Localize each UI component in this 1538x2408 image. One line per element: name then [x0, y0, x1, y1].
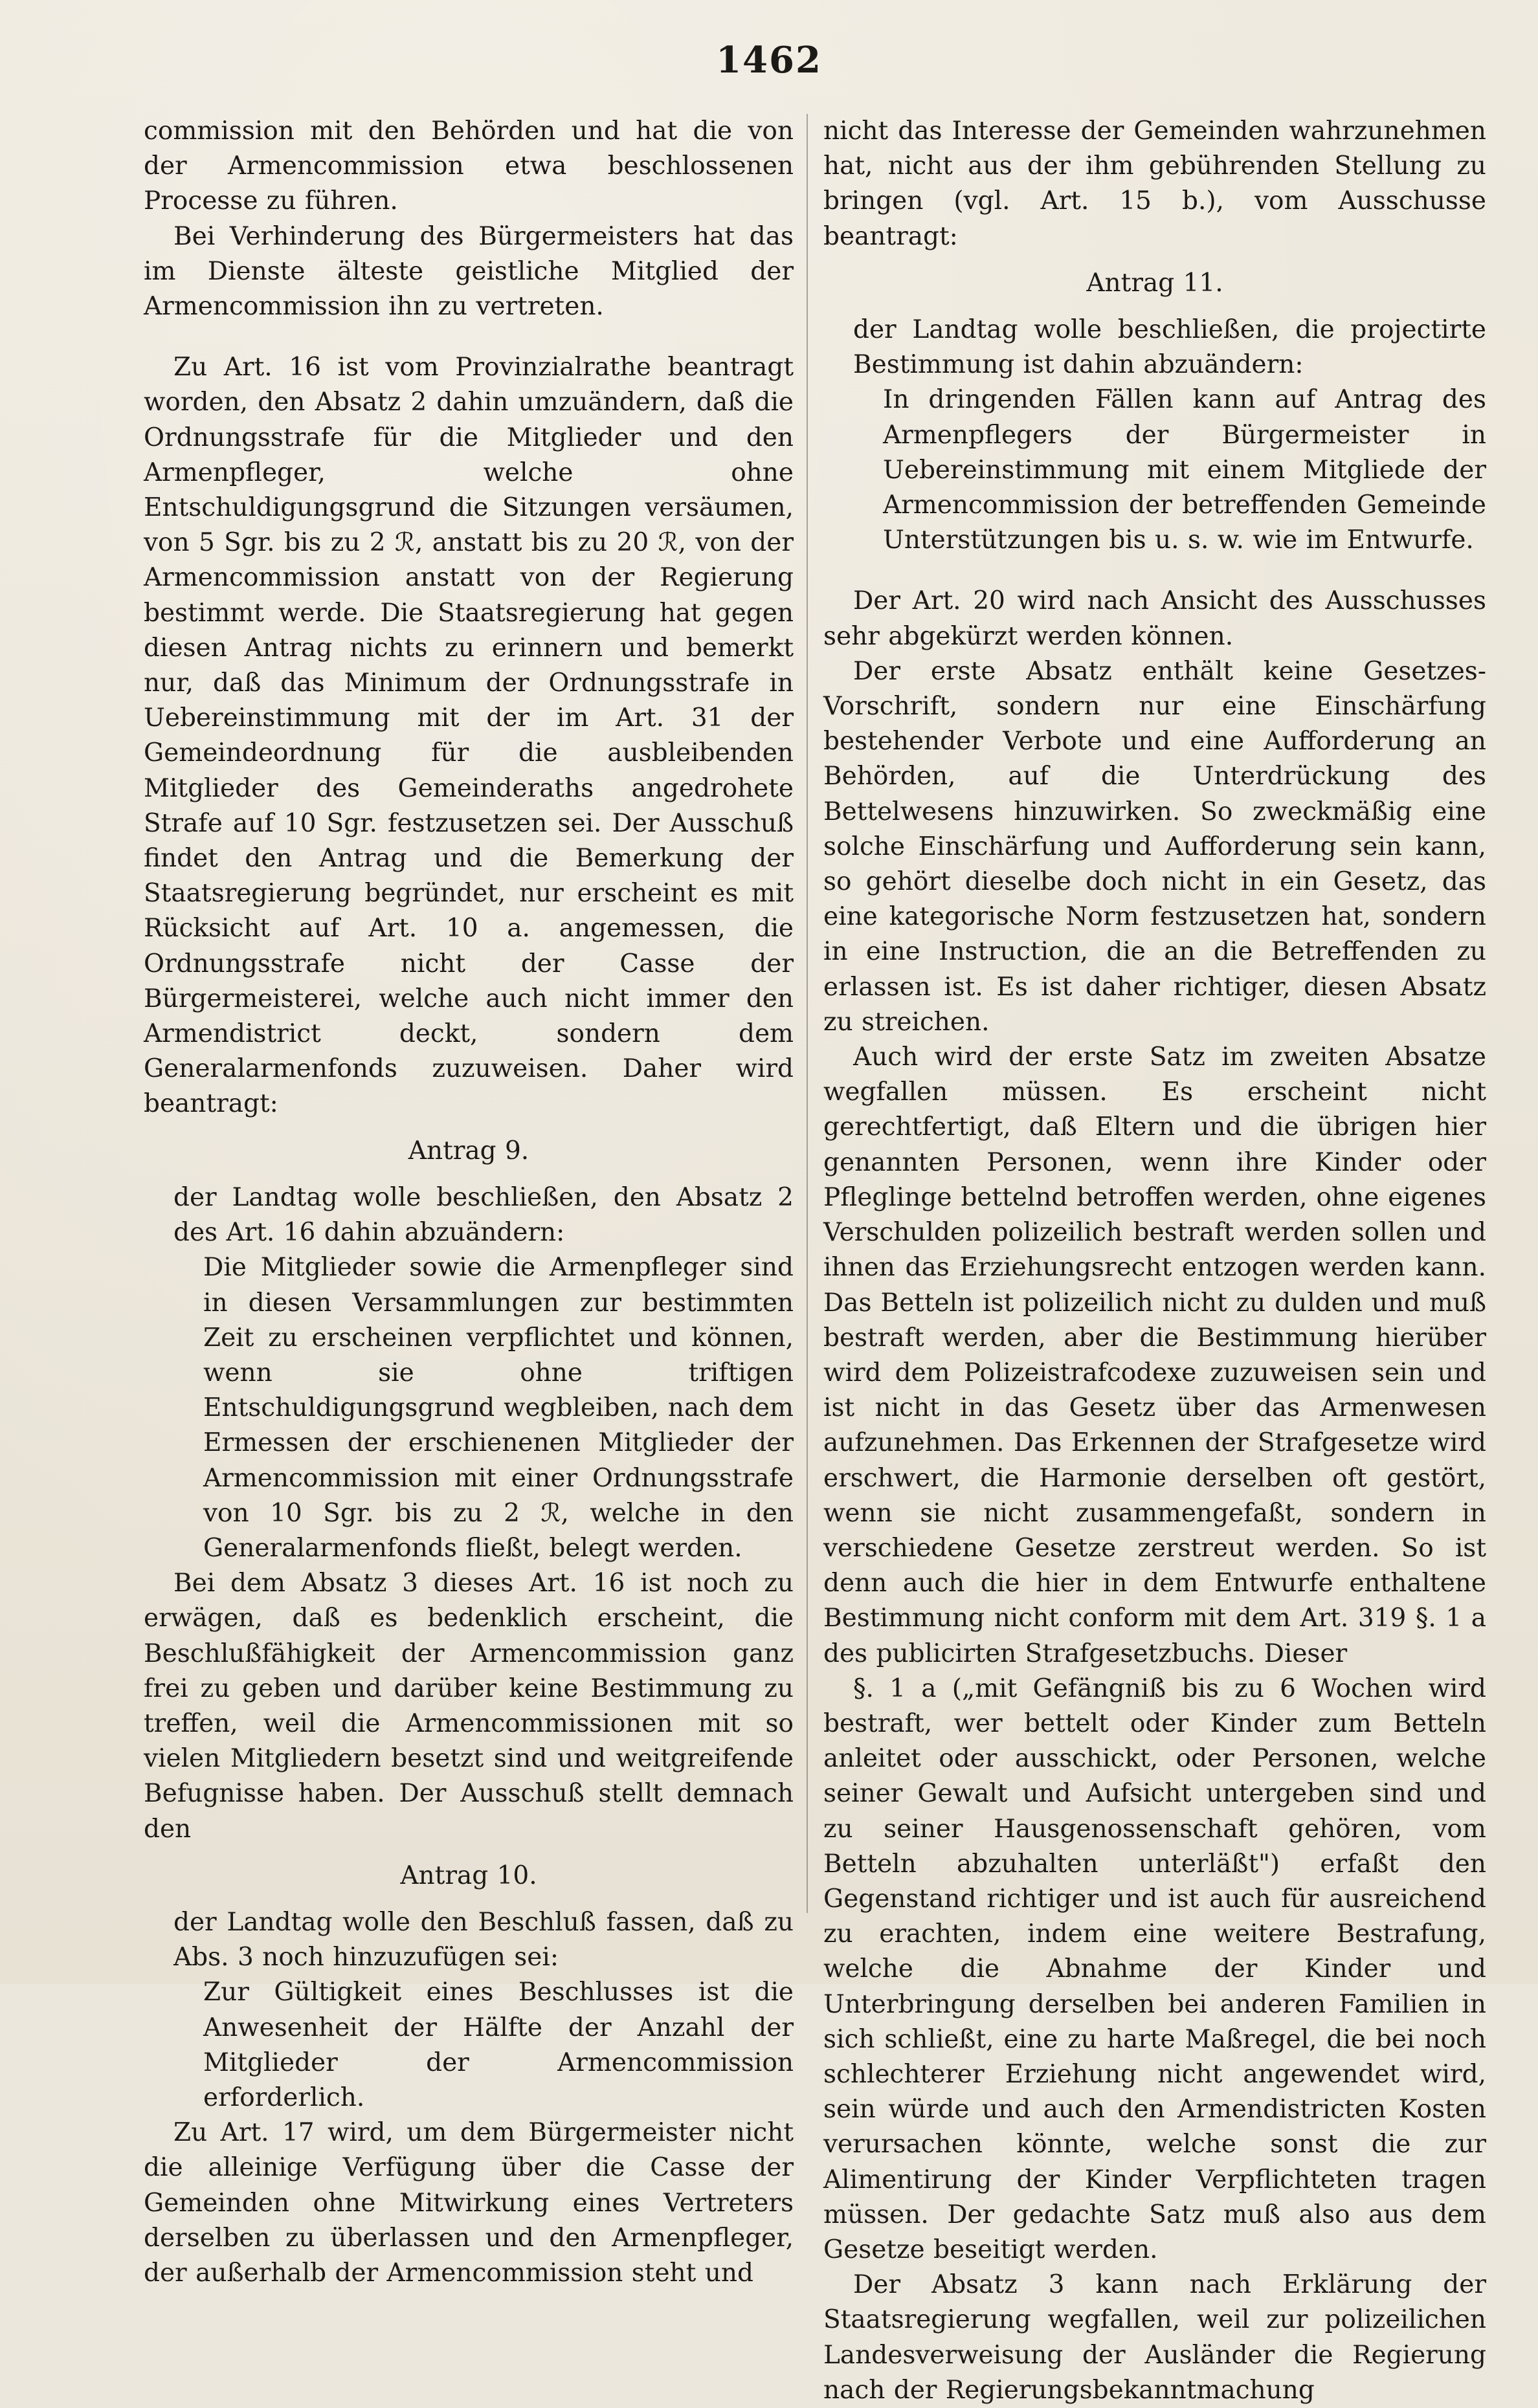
paragraph: Der erste Absatz enthält keine Gesetzes-Vorschrift, sondern nur eine Einschärfung bestehender Verbote und eine Aufforderung an Behörden, auf die Unterdrückung des Bettelwesens hinzuwirken. So zweckmäßig eine solche Einschärfung und Aufforderung sein kann, so gehört dieselbe doch nicht in ein Gesetz, das eine kategorische Norm festzusetzen hat, sondern in eine Instruction, die an die Betreffenden zu erlassen ist. Es ist daher richtiger, diesen Absatz zu streichen.	[823, 656, 1486, 1037]
paragraph: Der Art. 20 wird nach Ansicht des Ausschusses sehr abgekürzt werden können.	[823, 586, 1486, 651]
motion-text: Die Mitglieder sowie die Armenpfleger sind in diesen Versammlungen zur bestimmten Zeit zu erscheinen verpflichtet und können, wenn sie ohne triftigen Entschuldigungsgrund wegbleiben, nach dem Ermessen der erschienenen Mitglieder der Armencommission mit einer Ordnungsstrafe von 10 Sgr. bis zu 2 ℛ, welche in den Generalarmenfonds fließt, belegt werden.	[203, 1253, 794, 1563]
right-column	[823, 114, 1486, 2405]
paragraph: §. 1 a („mit Gefängniß bis zu 6 Wochen wird bestraft, wer bettelt oder Kinder zum Betteln anleitet oder ausschickt, oder Personen, welche seiner Gewalt und Aufsicht untergeben sind und zu seiner Hausgenossenschaft gehören, vom Betteln abzuhalten unterläßt") erfaßt den Gegenstand richtiger und ist auch für ausreichend zu erachten, indem eine weitere Bestrafung, welche die Abnahme der Kinder und Unterbringung derselben bei anderen Familien in sich schließt, eine zu harte Maßregel, die bei noch schlechterer Erziehung nicht angewendet wird, sein würde und auch den Armendistricten Kosten verursachen könnte, welche sonst die zur Alimentirung der Kinder Verpflichteten tragen müssen. Der gedachte Satz muß also aus dem Gesetze beseitigt werden.	[823, 1673, 1486, 2264]
motion-intro: der Landtag wolle beschließen, die projectirte Bestimmung ist dahin abzuändern:	[853, 315, 1486, 380]
motion-intro: der Landtag wolle den Beschluß fassen, daß zu Abs. 3 noch hinzuzufügen sei:	[173, 1907, 794, 1972]
paragraph: Der Absatz 3 kann nach Erklärung der Staatsregierung wegfallen, weil zur polizeilichen Landesverweisung der Ausländer die Regierung nach der Regierungsbekanntmachung	[823, 2270, 1486, 2405]
left-column	[144, 114, 794, 2288]
motion-text: Zur Gültigkeit eines Beschlusses ist die Anwesenheit der Hälfte der Anzahl der Mitglieder der Armencommission erforderlich.	[203, 1978, 794, 2112]
column-divider	[807, 114, 808, 1913]
motion-heading: Antrag 10.	[400, 1861, 537, 1890]
page-number: 1462	[716, 39, 822, 82]
paragraph: nicht das Interesse der Gemeinden wahrzunehmen hat, nicht aus der ihm gebührenden Stellung zu bringen (vgl. Art. 15 b.), vom Ausschusse beantragt:	[823, 116, 1486, 251]
motion-heading: Antrag 11.	[1086, 268, 1223, 298]
motion-text: In dringenden Fällen kann auf Antrag des Armenpflegers der Bürgermeister in Uebereinstimmung mit einem Mitgliede der Armencommission der betreffenden Gemeinde Unterstützungen bis u. s. w. wie im Entwurfe.	[883, 385, 1486, 555]
paragraph: Zu Art. 17 wird, um dem Bürgermeister nicht die alleinige Verfügung über die Casse der Gemeinden ohne Mitwirkung eines Vertreters derselben zu überlassen und den Armenpfleger, der außerhalb der Armencommission steht und	[144, 2118, 794, 2288]
spacer	[144, 324, 794, 350]
paragraph: commission mit den Behörden und hat die von der Armencommission etwa beschlossenen Processe zu führen.	[144, 116, 794, 216]
spacer	[823, 558, 1486, 584]
motion-intro: der Landtag wolle beschließen, den Absatz 2 des Art. 16 dahin abzuändern:	[173, 1182, 794, 1248]
motion-heading: Antrag 9.	[408, 1136, 529, 1165]
paragraph: Zu Art. 16 ist vom Provinzialrathe beantragt worden, den Absatz 2 dahin umzuändern, daß die Ordnungsstrafe für die Mitglieder und den Armenpfleger, welche ohne Entschuldigungsgrund die Sitzungen versäumen, von 5 Sgr. bis zu 2 ℛ, anstatt bis zu 20 ℛ, von der Armencommission anstatt von der Regierung bestimmt werde. Die Staatsregierung hat gegen diesen Antrag nichts zu erinnern und bemerkt nur, daß das Minimum der Ordnungsstrafe in Uebereinstimmung mit der im Art. 31 der Gemeindeordnung für die ausbleibenden Mitglieder des Gemeinderaths angedrohete Strafe auf 10 Sgr. festzusetzen sei. Der Ausschuß findet den Antrag und die Bemerkung der Staatsregierung begründet, nur erscheint es mit Rücksicht auf Art. 10 a. angemessen, die Ordnungsstrafe nicht der Casse der Bürgermeisterei, welche auch nicht immer den Armendistrict deckt, sondern dem Generalarmenfonds zuzuweisen. Daher wird beantragt:	[144, 353, 794, 1119]
paragraph: Bei dem Absatz 3 dieses Art. 16 ist noch zu erwägen, daß es bedenklich erscheint, die Beschlußfähigkeit der Armencommission ganz frei zu geben und darüber keine Bestimmung zu treffen, weil die Armencommissionen mit so vielen Mitgliedern besetzt sind und weitgreifende Befugnisse haben. Der Ausschuß stellt demnach den	[144, 1569, 794, 1844]
paragraph: Auch wird der erste Satz im zweiten Absatze wegfallen müssen. Es erscheint nicht gerechtfertigt, daß Eltern und die übrigen hier genannten Personen, wenn ihre Kinder oder Pfleglinge bettelnd betroffen werden, ohne eigenes Verschulden polizeilich bestraft werden sollen und ihnen das Erziehungsrecht entzogen werden kann. Das Betteln ist polizeilich nicht zu dulden und muß bestraft werden, aber die Bestimmung hierüber wird dem Polizeistrafcodexe zuzuweisen sein und ist nicht in das Gesetz über das Armenwesen aufzunehmen. Das Erkennen der Strafgesetze wird erschwert, die Harmonie derselben oft gestört, wenn sie nicht zusammengefaßt, sondern in verschiedene Gesetze zerstreut werden. So ist denn auch die hier in dem Entwurfe enthaltene Bestimmung nicht conform mit dem Art. 319 §. 1 a des publicirten Strafgesetzbuchs. Dieser	[823, 1043, 1486, 1668]
paragraph: Bei Verhinderung des Bürgermeisters hat das im Dienste älteste geistliche Mitglied der Armencommission ihn zu vertreten.	[144, 221, 794, 322]
